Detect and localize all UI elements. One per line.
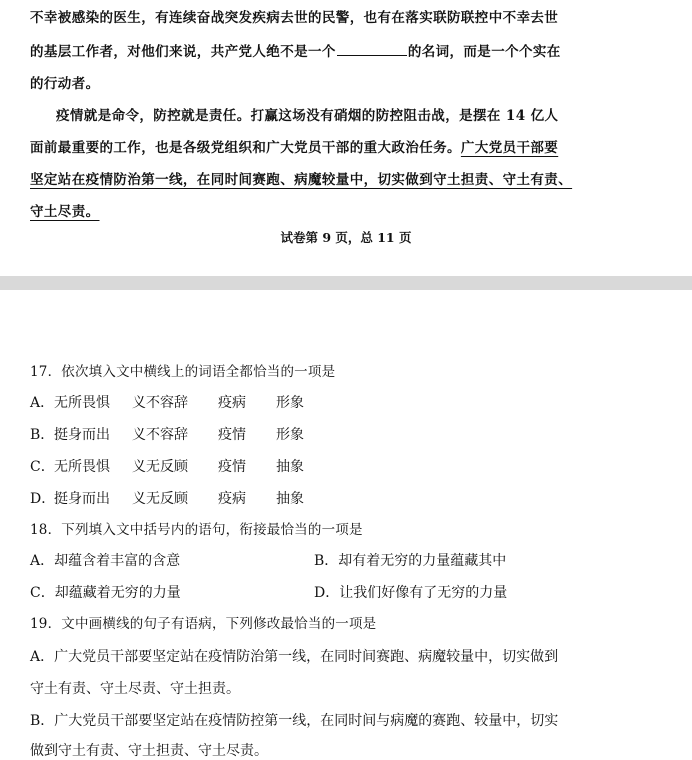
passage-line-1: 不幸被感染的医生，有连续奋战突发疾病去世的民警，也有在落实联防联控中不幸去世 bbox=[30, 10, 559, 26]
option-word: 抽象 bbox=[276, 459, 304, 475]
option-word: 疫情 bbox=[218, 427, 246, 443]
q18-option-b: B．却有着无穷的力量蕴藏其中 bbox=[314, 553, 507, 569]
option-word: 形象 bbox=[276, 427, 304, 443]
underlined-sentence-line: 坚定站在疫情防治第一线，在同时间赛跑、病魔较量中，切实做到守土担责、守土有责、 bbox=[30, 172, 573, 188]
page-footer: 试卷第 9 页，总 11 页 bbox=[280, 230, 412, 245]
option-word: 抽象 bbox=[276, 491, 304, 507]
option-word: 义不容辞 bbox=[132, 427, 188, 443]
passage-line-2a: 的基层工作者，对他们来说，共产党人绝不是一个 bbox=[30, 44, 336, 60]
option-word: 挺身而出 bbox=[54, 491, 110, 507]
q18-option-a: A．却蕴含着丰富的含意 bbox=[30, 553, 181, 569]
q17-stem: 17．依次填入文中横线上的词语全都恰当的一项是 bbox=[30, 364, 336, 380]
previous-page bbox=[0, 0, 692, 276]
q19-option-b-line1: B．广大党员干部要坚定站在疫情防控第一线，在同时间与病魔的赛跑、较量中，切实 bbox=[30, 713, 559, 729]
q17-option-c bbox=[30, 456, 304, 476]
passage-line-2b: 的名词，而是一个个实在 bbox=[407, 44, 561, 60]
option-word: 形象 bbox=[276, 395, 304, 411]
option-word: 义无反顾 bbox=[132, 459, 188, 475]
q18-option-d: D．让我们好像有了无穷的力量 bbox=[314, 585, 508, 601]
option-word: 义无反顾 bbox=[132, 491, 188, 507]
underlined-sentence-start: 广大党员干部要 bbox=[460, 140, 559, 156]
current-page bbox=[0, 290, 692, 758]
option-word: 疫病 bbox=[218, 395, 246, 411]
page-separator bbox=[0, 276, 692, 290]
option-word: 疫病 bbox=[218, 491, 246, 507]
q19-option-a-line1: A．广大党员干部要坚定站在疫情防治第一线，在同时间赛跑、病魔较量中，切实做到 bbox=[30, 649, 559, 665]
q18-stem: 18．下列填入文中括号内的语句，衔接最恰当的一项是 bbox=[30, 522, 363, 538]
q19-option-a-line2: 守土有责、守土尽责、守土担责。 bbox=[30, 681, 240, 697]
option-label: B． bbox=[30, 427, 55, 443]
passage-line-5a: 面前最重要的工作，也是各级党组织和广大党员干部的重大政治任务。 bbox=[30, 140, 461, 156]
option-label: C． bbox=[30, 459, 55, 475]
q18-option-c: C．却蕴藏着无穷的力量 bbox=[30, 585, 181, 601]
q19-option-b-line2: 做到守土有责、守土担责、守土尽责。 bbox=[30, 743, 268, 759]
fill-blank bbox=[337, 43, 407, 56]
q17-option-d bbox=[30, 488, 304, 508]
passage-line-4: 疫情就是命令，防控就是责任。打赢这场没有硝烟的防控阻击战，是摆在 14 亿人 bbox=[56, 108, 559, 124]
option-label: D． bbox=[30, 491, 56, 507]
underlined-sentence-end: 守土尽责。 bbox=[30, 204, 100, 220]
passage-line-3: 的行动者。 bbox=[30, 76, 100, 92]
option-word: 无所畏惧 bbox=[54, 395, 110, 411]
passage-line-2 bbox=[30, 40, 561, 60]
q17-option-a bbox=[30, 392, 304, 412]
option-word: 挺身而出 bbox=[54, 427, 110, 443]
option-word: 无所畏惧 bbox=[54, 459, 110, 475]
option-label: A． bbox=[30, 395, 55, 411]
option-word: 疫情 bbox=[218, 459, 246, 475]
option-word: 义不容辞 bbox=[132, 395, 188, 411]
q17-option-b bbox=[30, 424, 304, 444]
passage-line-5 bbox=[30, 136, 558, 156]
q19-stem: 19．文中画横线的句子有语病，下列修改最恰当的一项是 bbox=[30, 616, 377, 632]
